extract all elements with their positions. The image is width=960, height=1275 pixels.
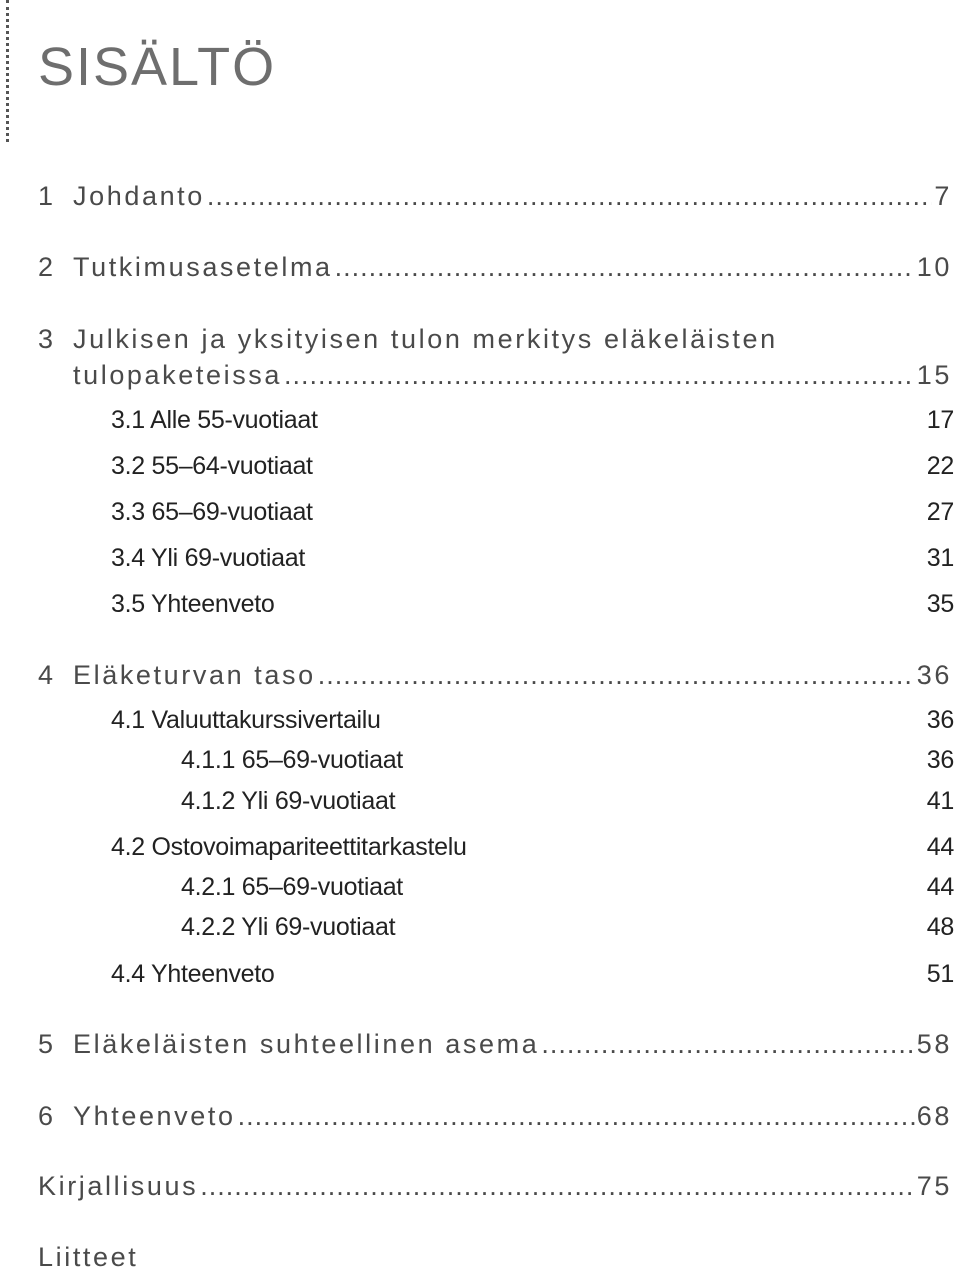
page-number: 36 [926,746,954,774]
toc-appendices[interactable] [38,1239,952,1275]
toc-subsection-4-1-2[interactable] [181,786,954,816]
toc-section-3-5[interactable] [111,589,954,619]
page-number: 36 [916,660,952,690]
chapter-title: Johdanto [73,181,205,211]
dot-leader [318,657,915,693]
section-title: 4.2 Ostovoimapariteettitarkastelu [111,833,467,861]
chapter-title: Tutkimusasetelma [73,252,333,282]
page-number: 44 [926,873,954,901]
page-number: 36 [926,706,954,734]
chapter-number: 2 [38,252,56,282]
toc-section-3-1[interactable] [111,405,954,435]
appendices-title: Liitteet [38,1242,139,1272]
dot-leader [238,1098,915,1134]
dot-leader [284,357,915,393]
toc-chapter-4[interactable] [38,657,952,693]
page-number: 17 [926,406,954,434]
toc-section-3-2[interactable] [111,451,954,481]
toc-section-3-3[interactable] [111,497,954,527]
toc-chapter-5[interactable] [38,1026,952,1062]
section-title: 4.4 Yhteenveto [111,960,275,988]
dot-leader [541,1026,914,1062]
dot-leader [200,1168,915,1204]
chapter-title: Eläketurvan taso [73,660,316,690]
toc-section-4-1[interactable] [111,705,954,735]
page-number: 51 [926,960,954,988]
page-number: 41 [926,787,954,815]
section-title: 3.1 Alle 55-vuotiaat [111,406,318,434]
page-number: 31 [926,544,954,572]
section-title: 3.3 65–69-vuotiaat [111,498,313,526]
chapter-title-line-1: Julkisen ja yksityisen tulon merkitys eläkeläisten [73,324,778,354]
section-title: 4.2.2 Yli 69-vuotiaat [181,913,396,941]
page-number: 7 [934,181,952,211]
section-title: 4.2.1 65–69-vuotiaat [181,873,403,901]
toc-chapter-3[interactable] [38,321,952,393]
page-number: 15 [916,360,952,390]
toc-chapter-1[interactable] [38,178,952,214]
toc-section-3-4[interactable] [111,543,954,573]
toc-section-4-2[interactable] [111,832,954,862]
section-title: 4.1.2 Yli 69-vuotiaat [181,787,396,815]
chapter-title: Yhteenveto [73,1101,236,1131]
margin-dotted-rule [6,0,9,142]
toc-subsection-4-2-1[interactable] [181,872,954,902]
toc-subsection-4-2-2[interactable] [181,912,954,942]
page-number: 10 [916,252,952,282]
section-title: 4.1 Valuuttakurssivertailu [111,706,381,734]
page-number: 44 [926,833,954,861]
toc-subsection-4-1-1[interactable] [181,745,954,775]
page-number: 27 [926,498,954,526]
page-number: 58 [916,1029,952,1059]
chapter-number: 5 [38,1029,56,1059]
page-number: 75 [916,1171,952,1201]
page-title: SISÄLTÖ [38,37,277,97]
toc-section-4-4[interactable] [111,959,954,989]
chapter-number: 3 [38,324,56,354]
page-number: 48 [926,913,954,941]
dot-leader [335,249,915,285]
page-number: 22 [926,452,954,480]
section-title: 3.4 Yli 69-vuotiaat [111,544,305,572]
chapter-number: 6 [38,1101,56,1131]
chapter-title-line-2: tulopaketeissa [73,360,283,390]
toc-references[interactable] [38,1168,952,1204]
toc-chapter-6[interactable] [38,1098,952,1134]
page-number: 35 [926,590,954,618]
chapter-number: 1 [38,181,56,211]
toc-chapter-2[interactable] [38,249,952,285]
section-title: 3.2 55–64-vuotiaat [111,452,313,480]
dot-leader [207,178,932,214]
page-number: 68 [916,1101,952,1131]
chapter-title: Eläkeläisten suhteellinen asema [73,1029,540,1059]
chapter-number: 4 [38,660,56,690]
references-title: Kirjallisuus [38,1171,199,1201]
section-title: 3.5 Yhteenveto [111,590,275,618]
section-title: 4.1.1 65–69-vuotiaat [181,746,403,774]
